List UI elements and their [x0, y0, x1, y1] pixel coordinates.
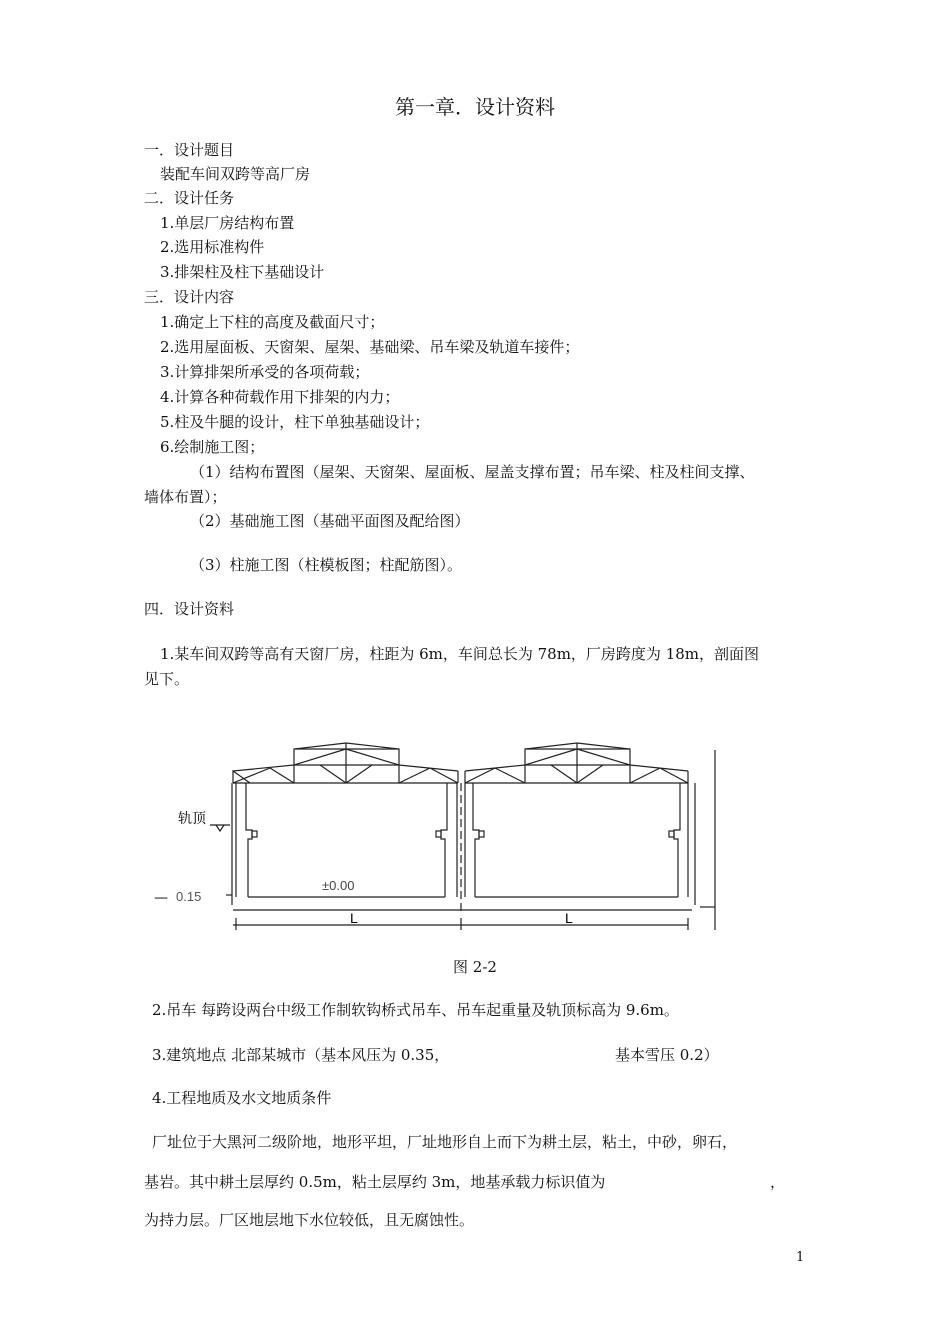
level-neg-label: 0.15: [176, 889, 202, 904]
section-heading-4: 四．设计资料: [144, 600, 235, 618]
page-number: 1: [796, 1250, 805, 1265]
section-drawing: [140, 735, 740, 935]
rail-top-label: 轨顶: [178, 811, 206, 827]
task-item-1: 1.单层厂房结构布置: [160, 214, 295, 232]
paragraph-2: 2.吊车 每跨设两台中级工作制软钩桥式吊车、吊车起重量及轨顶标高为 9.6m。: [152, 1001, 679, 1019]
task-item-3: 3.排架柱及柱下基础设计: [160, 263, 325, 281]
section-heading-3: 三．设计内容: [144, 288, 235, 306]
span-right-label: L: [565, 910, 573, 926]
paragraph-1: 1.某车间双跨等高有天窗厂房，柱距为 6m，车间总长为 78m，厂房跨度为 18m，剖面图: [160, 645, 760, 663]
task-item-2: 2.选用标准构件: [160, 238, 265, 256]
design-topic: 装配车间双跨等高厂房: [160, 165, 311, 183]
figure-caption: 图 2-2: [453, 958, 497, 976]
drawing-sub-1: （1）结构布置图（屋架、天窗架、屋面板、屋盖支撑布置；吊车梁、柱及柱间支撑、: [190, 463, 755, 481]
paragraph-1-cont: 见下。: [144, 670, 190, 688]
content-item-5: 5.柱及牛腿的设计，柱下单独基础设计；: [160, 413, 430, 431]
level-zero-label: ±0.00: [322, 878, 355, 893]
drawing-sub-3: （3）柱施工图（柱模板图；柱配筋图）。: [190, 556, 463, 574]
paragraph-5-end: 为持力层。厂区地层地下水位较低，且无腐蚀性。: [144, 1211, 475, 1229]
paragraph-5: 厂址位于大黑河二级阶地，地形平坦，厂址地形自上而下为耕土层，粘土，中砂，卵石，: [152, 1133, 738, 1151]
content-item-3: 3.计算排架所承受的各项荷载；: [160, 363, 370, 381]
drawing-sub-2: （2）基础施工图（基础平面图及配给图）: [190, 512, 470, 530]
paragraph-3: 3.建筑地点 北部某城市（基本风压为 0.35，: [152, 1046, 450, 1064]
paragraph-5-cont: 基岩。其中耕土层厚约 0.5m，粘土层厚约 3m，地基承载力标识值为: [144, 1173, 606, 1191]
section-heading-2: 二．设计任务: [144, 189, 235, 207]
content-item-4: 4.计算各种荷载作用下排架的内力；: [160, 388, 400, 406]
drawing-sub-1-cont: 墙体布置）；: [144, 488, 227, 506]
paragraph-4: 4.工程地质及水文地质条件: [152, 1089, 332, 1107]
section-heading-1: 一．设计题目: [144, 141, 235, 159]
span-left-label: L: [350, 910, 358, 926]
minus-mark: —: [154, 890, 168, 906]
paragraph-5-comma: ，: [770, 1173, 786, 1191]
content-item-6: 6.绘制施工图；: [160, 438, 265, 456]
page-title: 第一章．设计资料: [395, 95, 555, 119]
content-item-2: 2.选用屋面板、天窗架、屋架、基础梁、吊车梁及轨道车接件；: [160, 338, 580, 356]
paragraph-3-snow: 基本雪压 0.2）: [615, 1046, 719, 1064]
content-item-1: 1.确定上下柱的高度及截面尺寸；: [160, 313, 385, 331]
